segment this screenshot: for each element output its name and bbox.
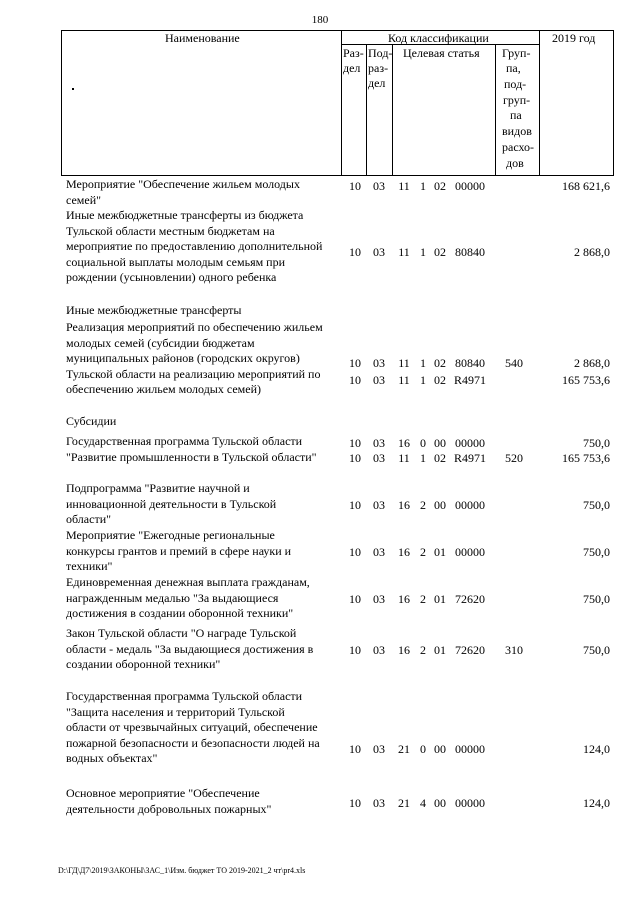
row-12-name (66, 786, 341, 817)
row-10-t2: 2 (420, 643, 426, 657)
row-8-rz: 10 (349, 545, 361, 559)
header-group-8: дов (506, 156, 524, 170)
row-name-line: пожарной безопасности и безопасности людей на (66, 735, 320, 750)
row-name-line: Иные межбюджетные трансферты из бюджета (66, 208, 304, 222)
header-group-5: па (510, 108, 522, 122)
row-name-line: области" (66, 512, 112, 526)
row-10-t3: 01 (434, 643, 446, 657)
row-name-line: области - медаль "За выдающиеся достижения в (66, 641, 314, 656)
header-group-6: видов (502, 124, 532, 138)
row-11-rz: 10 (349, 742, 361, 756)
page-number: 180 (311, 14, 329, 26)
row-9-t2: 2 (420, 592, 426, 606)
row-6-amount: 750,0 (583, 436, 610, 450)
row-name-line: Основное мероприятие "Обеспечение (66, 786, 260, 800)
row-2-t1: 11 (398, 245, 410, 259)
row-3-t1: 11 (398, 356, 410, 370)
row-7-amount: 750,0 (583, 498, 610, 512)
row-name-line: Тульской области на реализацию мероприятий по (66, 366, 321, 381)
row-name-line: инновационной деятельности в Тульской (66, 496, 277, 511)
row-5-rz: 10 (349, 451, 361, 465)
row-3-name (66, 303, 341, 319)
row-8-name (66, 528, 341, 575)
header-top-line (61, 30, 614, 31)
row-name-line: водных объектах" (66, 751, 158, 765)
row-12-rz: 10 (349, 796, 361, 810)
header-group-2: па, (506, 61, 521, 75)
header-name-border (341, 30, 342, 175)
row-9-rz: 10 (349, 592, 361, 606)
row-10-pr: 03 (373, 643, 385, 657)
row-9-t4: 72620 (455, 592, 485, 606)
row-8-t3: 01 (434, 545, 446, 559)
row-6-pr: 03 (373, 436, 385, 450)
row-1-t2: 1 (420, 179, 426, 193)
header-target: Целевая статья (403, 46, 480, 60)
row-8-t1: 16 (398, 545, 410, 559)
row-1-t1: 11 (398, 179, 410, 193)
row-8-pr: 03 (373, 545, 385, 559)
row-11-t2: 0 (420, 742, 426, 756)
row-2-rz: 10 (349, 245, 361, 259)
row-2-t2: 1 (420, 245, 426, 259)
row-3-t4: 80840 (455, 356, 485, 370)
row-name-line: социальной выплаты молодым семьям при (66, 254, 286, 269)
row-5-pr: 03 (373, 451, 385, 465)
row-name-line: конкурсы грантов и премий в сфере науки и (66, 543, 292, 558)
row-3-rz: 10 (349, 356, 361, 370)
row-4-amount: 165 753,6 (562, 373, 610, 387)
header-bottom-line (61, 175, 614, 176)
header-name: Наименование (165, 31, 240, 45)
row-name-line: Государственная программа Тульской области (66, 434, 303, 448)
row-11-pr: 03 (373, 742, 385, 756)
row-name-line: семей" (66, 192, 102, 207)
row-9-name (66, 575, 341, 622)
header-razdel-1: Раз- (343, 46, 364, 60)
row-name-line: Единовременная денежная выплата гражданам, (66, 575, 310, 589)
row-9-pr: 03 (373, 592, 385, 606)
row-6-rz: 10 (349, 436, 361, 450)
row-4-pr: 03 (373, 373, 385, 387)
row-3-t2: 1 (420, 356, 426, 370)
row-10-amount: 750,0 (583, 643, 610, 657)
row-8-t2: 2 (420, 545, 426, 559)
file-path-footer: D:\ГД\Д7\2019\ЗАКОНЫ\ЗАС_1\Изм. бюджет ТО 2019-2021_2 чт\pr4.xls (58, 866, 306, 875)
row-11-name (66, 689, 341, 767)
row-11-t4: 00000 (455, 742, 485, 756)
header-podrazdel-3: дел (368, 76, 386, 90)
row-5-t2: 1 (420, 451, 426, 465)
header-razdel-2: дел (343, 61, 361, 75)
row-12-t2: 4 (420, 796, 426, 810)
row-name-line: мероприятие по предоставлению дополнительной (66, 239, 323, 253)
header-pr-border (392, 44, 393, 175)
row-12-t3: 00 (434, 796, 446, 810)
row-7-name (66, 481, 341, 528)
header-year: 2019 год (552, 31, 596, 45)
row-2-amount: 2 868,0 (574, 245, 610, 259)
row-7-t4: 00000 (455, 498, 485, 512)
header-code: Код классификации (388, 31, 489, 45)
row-1-pr: 03 (373, 179, 385, 193)
row-3-pr: 03 (373, 356, 385, 370)
row-10-vr: 310 (505, 643, 523, 657)
row-7-t3: 00 (434, 498, 446, 512)
header-group-1: Груп- (502, 46, 531, 60)
row-7-pr: 03 (373, 498, 385, 512)
row-name-line: Закон Тульской области "О награде Тульской (66, 626, 297, 640)
row-9-amount: 750,0 (583, 592, 610, 606)
row-1-name (66, 177, 341, 208)
row-12-amount: 124,0 (583, 796, 610, 810)
row-3-amount: 2 868,0 (574, 356, 610, 370)
row-12-t1: 21 (398, 796, 410, 810)
row-8-amount: 750,0 (583, 545, 610, 559)
row-3-vr: 540 (505, 356, 523, 370)
row-4-t4: R4971 (453, 373, 486, 387)
row-2-pr: 03 (373, 245, 385, 259)
header-group-4: груп- (503, 93, 531, 107)
row-name-line: Субсидии (66, 414, 117, 428)
row-2-name (66, 208, 341, 286)
row-2-t4: 80840 (455, 245, 485, 259)
row-7-t2: 2 (420, 498, 426, 512)
row-1-amount: 168 621,6 (562, 179, 610, 193)
row-3-t3: 02 (434, 356, 446, 370)
row-6-t1: 16 (398, 436, 410, 450)
row-name-line: муниципальных районов (городских округов) (66, 351, 300, 365)
row-name-line: "Защита населения и территорий Тульской (66, 704, 285, 719)
row-5-t1: 11 (398, 451, 410, 465)
row-10-t1: 16 (398, 643, 410, 657)
header-rz-border (366, 44, 367, 175)
header-podrazdel-2: раз- (368, 61, 389, 75)
header-group-border (539, 30, 540, 175)
row-6-name (66, 434, 341, 465)
row-5-amount: 165 753,6 (562, 451, 610, 465)
row-name-line: молодых семей (субсидии бюджетам (66, 335, 255, 350)
row-name-line: Государственная программа Тульской области (66, 689, 303, 703)
header-group-7: расхо- (502, 140, 535, 154)
row-5-vr: 520 (505, 451, 523, 465)
row-7-rz: 10 (349, 498, 361, 512)
row-8-t4: 00000 (455, 545, 485, 559)
row-10-name (66, 626, 341, 673)
row-name-line: Тульской области местным бюджетам на (66, 223, 275, 238)
row-1-rz: 10 (349, 179, 361, 193)
row-4-t2: 1 (420, 373, 426, 387)
header-right-border (613, 30, 614, 175)
row-4-name (66, 320, 341, 398)
header-left-border (61, 30, 62, 175)
row-5-t4: R4971 (453, 451, 486, 465)
row-6-t3: 00 (434, 436, 446, 450)
row-6-t4: 00000 (455, 436, 485, 450)
row-11-t1: 21 (398, 742, 410, 756)
row-name-line: деятельности добровольных пожарных" (66, 801, 272, 816)
row-5-name (66, 414, 341, 430)
row-name-line: "Развитие промышленности в Тульской области" (66, 449, 317, 464)
row-name-line: достижения в создании оборонной техники" (66, 606, 294, 620)
row-4-t1: 11 (398, 373, 410, 387)
header-podrazdel-1: Под- (368, 46, 393, 60)
scan-mark (72, 88, 74, 90)
row-10-t4: 72620 (455, 643, 485, 657)
row-4-rz: 10 (349, 373, 361, 387)
row-12-t4: 00000 (455, 796, 485, 810)
header-group-3: под- (504, 77, 527, 91)
row-name-line: рождении (усыновлении) одного ребенка (66, 270, 277, 284)
row-7-t1: 16 (398, 498, 410, 512)
row-5-t3: 02 (434, 451, 446, 465)
row-1-t4: 00000 (455, 179, 485, 193)
row-name-line: Мероприятие "Обеспечение жильем молодых (66, 177, 300, 191)
row-2-t3: 02 (434, 245, 446, 259)
row-name-line: техники" (66, 559, 113, 573)
header-target-border (495, 44, 496, 175)
row-9-t3: 01 (434, 592, 446, 606)
row-name-line: награжденным медалью "За выдающиеся (66, 590, 279, 605)
row-name-line: Иные межбюджетные трансферты (66, 303, 242, 317)
row-name-line: Подпрограмма "Развитие научной и (66, 481, 250, 495)
row-11-amount: 124,0 (583, 742, 610, 756)
row-12-pr: 03 (373, 796, 385, 810)
row-name-line: Мероприятие "Ежегодные региональные (66, 528, 275, 542)
row-name-line: Реализация мероприятий по обеспечению жильем (66, 320, 323, 334)
row-name-line: обеспечению жильем молодых семей) (66, 382, 261, 396)
row-11-t3: 00 (434, 742, 446, 756)
row-name-line: создании оборонной техники" (66, 657, 221, 671)
row-9-t1: 16 (398, 592, 410, 606)
row-name-line: области от чрезвычайных ситуаций, обеспечение (66, 720, 318, 734)
row-1-t3: 02 (434, 179, 446, 193)
row-6-t2: 0 (420, 436, 426, 450)
row-10-rz: 10 (349, 643, 361, 657)
row-4-t3: 02 (434, 373, 446, 387)
